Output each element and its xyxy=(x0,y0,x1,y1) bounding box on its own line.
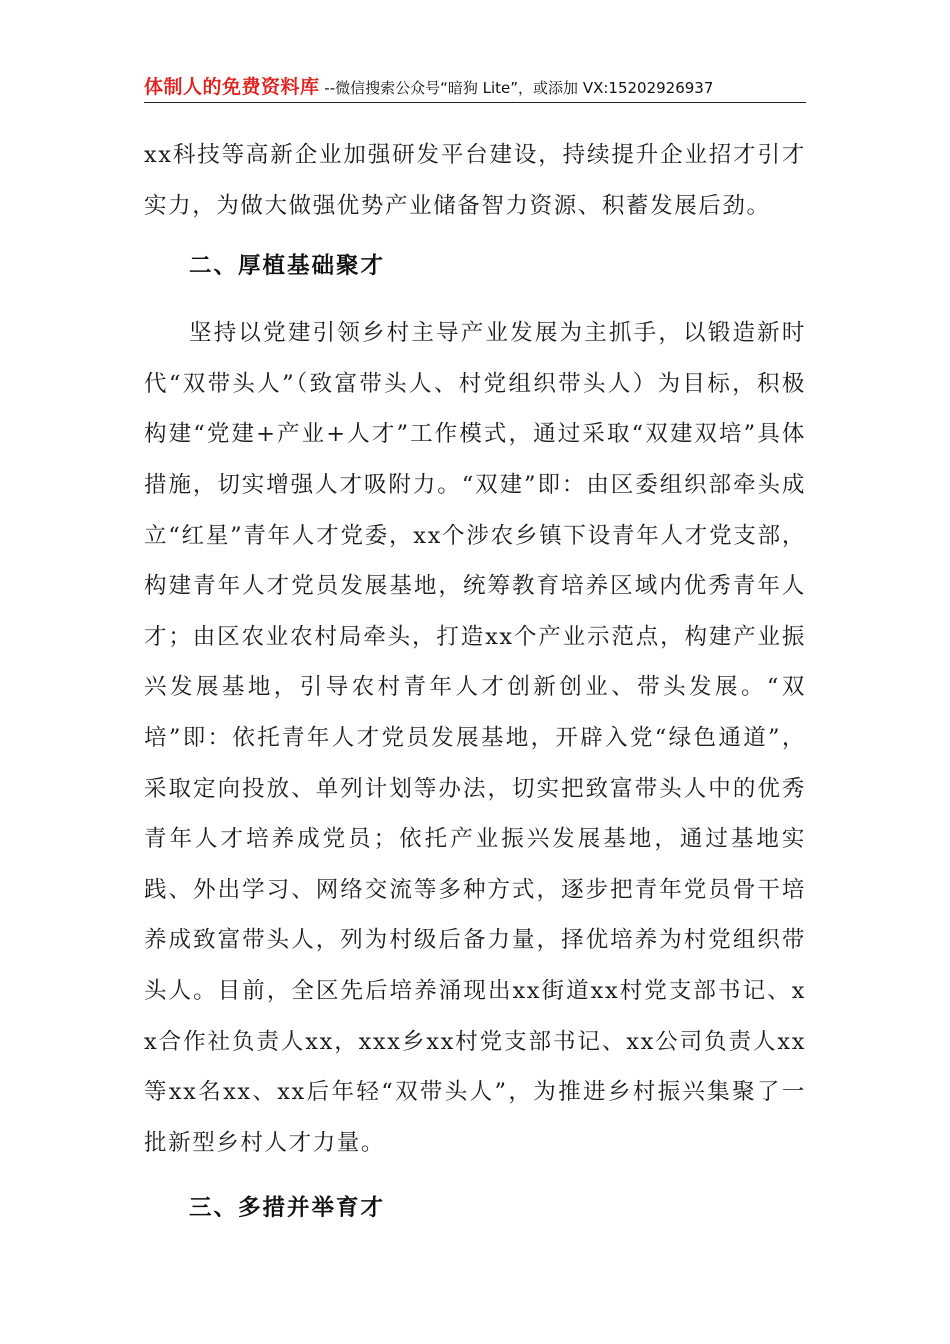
header-brand: 体制人的免费资料库 xyxy=(144,76,320,98)
section-heading-2: 二、厚植基础聚才 xyxy=(189,253,386,280)
section-heading-3: 三、多措并举育才 xyxy=(189,1195,386,1222)
paragraph-section-2: 坚持以党建引领乡村主导产业发展为主抓手，以锻造新时代“双带头人”（致富带头人、村党组织带头人）为目标，积极构建“党建+产业+人才”工作模式，通过采取“双建双培”具体措施，切实增强人才吸附力。“双建”即：由区委组织部牵头成立“红星”青年人才党委，xx个涉农乡镇下设青年人才党支部，构建青年人才党员发展基地，统筹教育培养区域内优秀青年人才；由区农业农村局牵头，打造xx个产业示范点，构建产业振兴发展基地，引导农村青年人才创新创业、带头发展。“双培”即：依托青年人才党员发展基地，开辟入党“绿色通道”，采取定向投放、单列计划等办法，切实把致富带头人中的优秀青年人才培养成党员；依托产业振兴发展基地，通过基地实践、外出学习、网络交流等多种方式，逐步把青年党员骨干培养成致富带头人，列为村级后备力量，择优培养为村党组织带头人。目前，全区先后培养涌现出xx街道xx村党支部书记、xx合作社负责人xx，xxx乡xx村党支部书记、xx公司负责人xx等xx名xx、xx后年轻“双带头人”，为推进乡村振兴集聚了一批新型乡村人才力量。 xyxy=(144,320,806,1156)
paragraph-continued: xx科技等高新企业加强研发平台建设，持续提升企业招才引才实力，为做大做强优势产业储备智力资源、积蓄发展后劲。 xyxy=(144,142,806,219)
document-body xyxy=(144,130,806,1230)
page-header xyxy=(144,72,806,103)
header-contact-info: --微信搜索公众号“暗狗 Lite”，或添加 VX:15202926937 xyxy=(319,79,714,97)
